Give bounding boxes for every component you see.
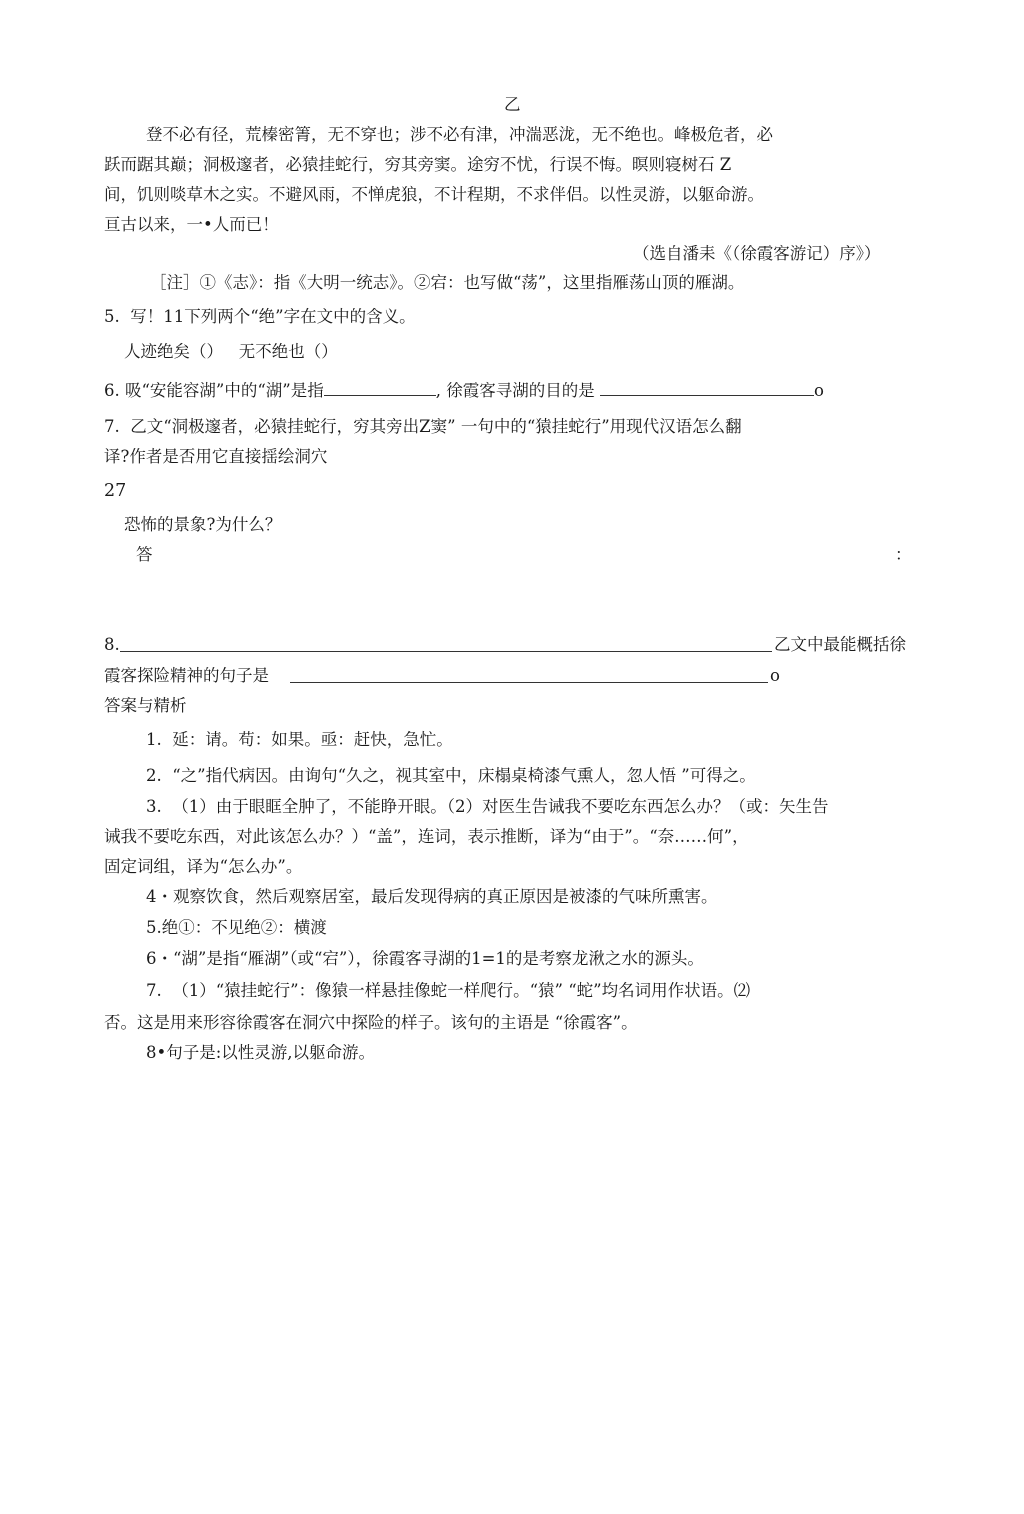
question-5-items: 人迹绝矣（） 无不绝也（）	[124, 342, 338, 361]
passage-source: （选自潘耒《（徐霞客游记）序》）	[633, 244, 881, 263]
answer-colon: ：	[895, 545, 912, 564]
passage-line-3: 间，饥则啖草木之实。不避风雨，不惮虎狼，不计程期，不求伴侣。以性灵游，以躯命游。	[104, 185, 764, 204]
passage-line-2: 跃而踞其巅；洞极邃者，必猿挂蛇行，穷其旁窦。途穷不忧，行误不悔。暝则寝树石 Z	[104, 155, 732, 174]
answers-heading: 答案与精析	[104, 696, 187, 715]
question-6-part-a: 6. 吸“安能容湖”中的“湖”是指	[104, 381, 324, 400]
question-6	[104, 380, 914, 402]
answer-blank-6b[interactable]	[600, 381, 814, 396]
question-6-end: o	[813, 381, 824, 400]
answer-1: 1. 延：请。苟：如果。亟：赶快，急忙。	[146, 730, 453, 749]
answer-5: 5.绝①：不见绝②：横渡	[146, 918, 327, 937]
question-8-line-2: 霞客探险精神的句子是	[104, 666, 269, 685]
answer-4: 4・观察饮食，然后观察居室，最后发现得病的真正原因是被漆的气味所熏害。	[146, 887, 718, 906]
answer-6: 6・“湖”是指“雁湖”（或“宕”），徐霞客寻湖的1=1的是考察龙湫之水的源头。	[146, 949, 704, 968]
answer-line-8b[interactable]	[290, 682, 768, 683]
answer-7-line-1: 7. （1）“猿挂蛇行”：像猿一样悬挂像蛇一样爬行。“猿” “蛇”均名词用作状语。⑵	[146, 981, 751, 1000]
question-8-number: 8.	[104, 635, 120, 654]
answer-label: 答	[136, 545, 153, 564]
question-5: 5. 写！11下列两个“绝”字在文中的含义。	[104, 307, 416, 326]
passage-line-4: 亘古以来，一•人而已！	[104, 215, 279, 234]
question-8-end: o	[770, 666, 780, 685]
page-number: 27	[104, 481, 127, 501]
answer-3-line-1: 3. （1）由于眼眶全肿了，不能睁开眼。（2）对医生告诫我不要吃东西怎么办？（或：矢生告	[146, 797, 829, 816]
passage-line-1: 登不必有径，荒榛密箐，无不穿也；涉不必有津，冲湍恶泷，无不绝也。峰极危者，必	[146, 125, 773, 144]
answer-7-line-2: 否。这是用来形容徐霞客在洞穴中探险的样子。该句的主语是 “徐霞客”。	[104, 1013, 638, 1032]
answer-8: 8•句子是:以性灵游,以躯命游。	[146, 1043, 376, 1062]
answer-2: 2. “之”指代病因。由询句“久之，视其室中，床榻桌椅漆气熏人，忽人悟 ”可得之。	[146, 766, 756, 785]
question-7-line-2: 译?作者是否用它直接揺绘洞穴	[104, 447, 328, 466]
answer-line-8[interactable]	[120, 651, 772, 652]
question-7-line-3: 恐怖的景象?为什么？	[124, 515, 282, 534]
passage-note: ［注］①《志》：指《大明一统志》。②宕：也写做“荡”，这里指雁荡山顶的雁湖。	[150, 273, 745, 292]
question-6-part-b: , 徐霞客寻湖的目的是	[435, 381, 595, 400]
passage-heading: 乙	[504, 95, 521, 114]
answer-blank-6a[interactable]	[324, 381, 436, 396]
answer-3-line-2: 诫我不要吃东西，对此该怎么办？）“盖”，连词，表示推断，译为“由于”。“奈……何”，	[104, 827, 749, 846]
answer-3-line-3: 固定词组，译为“怎么办”。	[104, 857, 303, 876]
question-7-line-1: 7. 乙文“洞极邃者，必猿挂蛇行，穷其旁出Z窦” 一句中的“猿挂蛇行”用现代汉语怎么翻	[104, 417, 742, 436]
question-8-tail: 乙文中最能概括徐	[774, 635, 906, 654]
